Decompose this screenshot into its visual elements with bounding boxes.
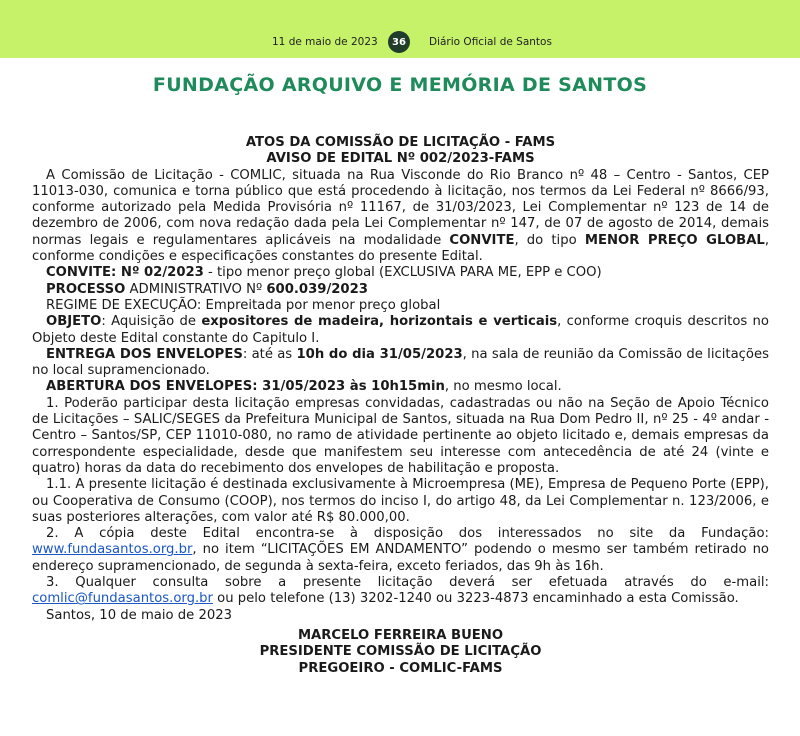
- signature-block: [32, 628, 769, 677]
- regime-line: REGIME DE EXECUÇÃO: Empreitada por menor preço global: [46, 297, 441, 313]
- org-title: FUNDAÇÃO ARQUIVO E MEMÓRIA DE SANTOS: [152, 74, 648, 96]
- abertura-line: [32, 379, 769, 395]
- intro-text-c: , conforme condições e especificações constantes do presente Edital.: [32, 232, 770, 265]
- signatory-role: PRESIDENTE COMISSÃO DE LICITAÇÃO: [259, 644, 542, 660]
- processo-label: PROCESSO: [46, 281, 126, 297]
- item-3-paragraph: [32, 575, 769, 608]
- signatory-role-2: PREGOEIRO - COMLIC-FAMS: [298, 660, 503, 676]
- convite-label: CONVITE: Nº 02/2023: [46, 265, 204, 281]
- page-header: [0, 0, 800, 58]
- item-2-text: 2. A cópia deste Edital encontra-se à disposição dos interessados no site da Fundação:: [46, 526, 769, 542]
- item-2-text-b: , no item “LICITAÇÕES EM ANDAMENTO” podendo o mesmo ser também retirado no endereço supramencionado, de segunda à sexta-feira, exceto feriados, das 9h às 16h.: [32, 542, 769, 574]
- intro-text-b: , do tipo: [514, 232, 585, 248]
- doc-heading: ATOS DA COMISSÃO DE LICITAÇÃO - FAMS: [245, 135, 556, 150]
- item-1-1-paragraph: 1.1. A presente licitação é destinada exclusivamente à Microempresa (ME), Empresa de Pequeno Porte (EPP), ou Cooperativa de Consumo (COOP), nos termos do inciso I, do artigo 48, da Lei Complementar n. 123/2006, e suas posteriores alterações, com valor até R$ 80.000,00.: [32, 477, 769, 525]
- doc-subheading: AVISO DE EDITAL Nº 002/2023-FAMS: [266, 151, 535, 167]
- fundasantos-website-link[interactable]: www.fundasantos.org.br: [32, 542, 193, 558]
- page-number-badge: 36: [388, 31, 410, 53]
- place-date: Santos, 10 de maio de 2023: [46, 607, 233, 623]
- signatory-name: MARCELO FERREIRA BUENO: [297, 627, 504, 643]
- intro-tipo: MENOR PREÇO GLOBAL: [584, 232, 765, 248]
- entrega-date: 10h do dia 31/05/2023: [296, 346, 463, 362]
- processo-number: 600.039/2023: [266, 281, 368, 297]
- convite-text: - tipo menor preço global (EXCLUSIVA PARA ME, EPP e COO): [203, 265, 602, 281]
- intro-convite: CONVITE: [449, 232, 515, 248]
- objeto-paragraph: [32, 314, 769, 347]
- abertura-label: ABERTURA DOS ENVELOPES: 31/05/2023 às 10h15min: [46, 379, 445, 395]
- objeto-text: : Aquisição de: [101, 314, 202, 330]
- intro-text: A Comissão de Licitação - COMLIC, situada na Rua Visconde do Rio Branco nº 48 – Centro - Santos, CEP 11013-030, comunica e torna público que está procedendo à licitação, nos termos da Lei Federal nº 8666/93, conforme autorizado pela Medida Provisória nº 11167, de 31/03/2023, Lei Complementar nº 123 de 14 de dezembro de 2006, com nova redação dada pela Lei Complementar nº 147, de 07 de agosto de 2014, demais normas legais e regulamentares aplicáveis na modalidade: [32, 167, 769, 248]
- header-date: 11 de maio de 2023: [272, 36, 378, 48]
- entrega-text-b: , na sala de reunião da Comissão de licitações no local supramencionado.: [32, 346, 769, 379]
- item-3-text-b: ou pelo telefone (13) 3202-1240 ou 3223-4873 encaminhado a esta Comissão.: [212, 591, 739, 607]
- convite-line: [32, 265, 769, 281]
- objeto-item: expositores de madeira, horizontais e verticais: [201, 314, 558, 330]
- item-2-paragraph: [32, 526, 769, 575]
- objeto-text-b: , conforme croquis descritos no Objeto deste Edital constante do Capitulo I.: [32, 314, 769, 346]
- comlic-email-link[interactable]: comlic@fundasantos.org.br: [32, 591, 213, 607]
- item-3-text: 3. Qualquer consulta sobre a presente licitação deverá ser efetuada através do e-mail:: [46, 575, 769, 591]
- publication-name: Diário Oficial de Santos: [429, 36, 552, 48]
- entrega-text: : até as: [242, 346, 297, 362]
- entrega-label: ENTREGA DOS ENVELOPES: [46, 346, 243, 362]
- abertura-text: , no mesmo local.: [444, 379, 562, 395]
- item-1-paragraph: 1. Poderão participar desta licitação empresas convidadas, cadastradas ou não na Seção de Apoio Técnico de Licitações – SALIC/SEGES da Prefeitura Municipal de Santos, situada na Rua Dom Pedro II, nº 25 - 4º andar - Centro – Santos/SP, CEP 11010-080, no ramo de atividade pertinente ao objeto licitado e, demais empresas da correspondente especialidade, desde que manifestem seu interesse com antecedência de até 24 (vinte e quatro) horas da data do recebimento dos envelopes de habilitação e proposta.: [32, 395, 769, 476]
- processo-text: ADMINISTRATIVO Nº: [125, 281, 267, 297]
- processo-line: [32, 282, 769, 298]
- document-body: [32, 135, 769, 677]
- intro-paragraph: [32, 168, 769, 266]
- objeto-label: OBJETO: [46, 314, 102, 330]
- entrega-paragraph: [32, 347, 769, 380]
